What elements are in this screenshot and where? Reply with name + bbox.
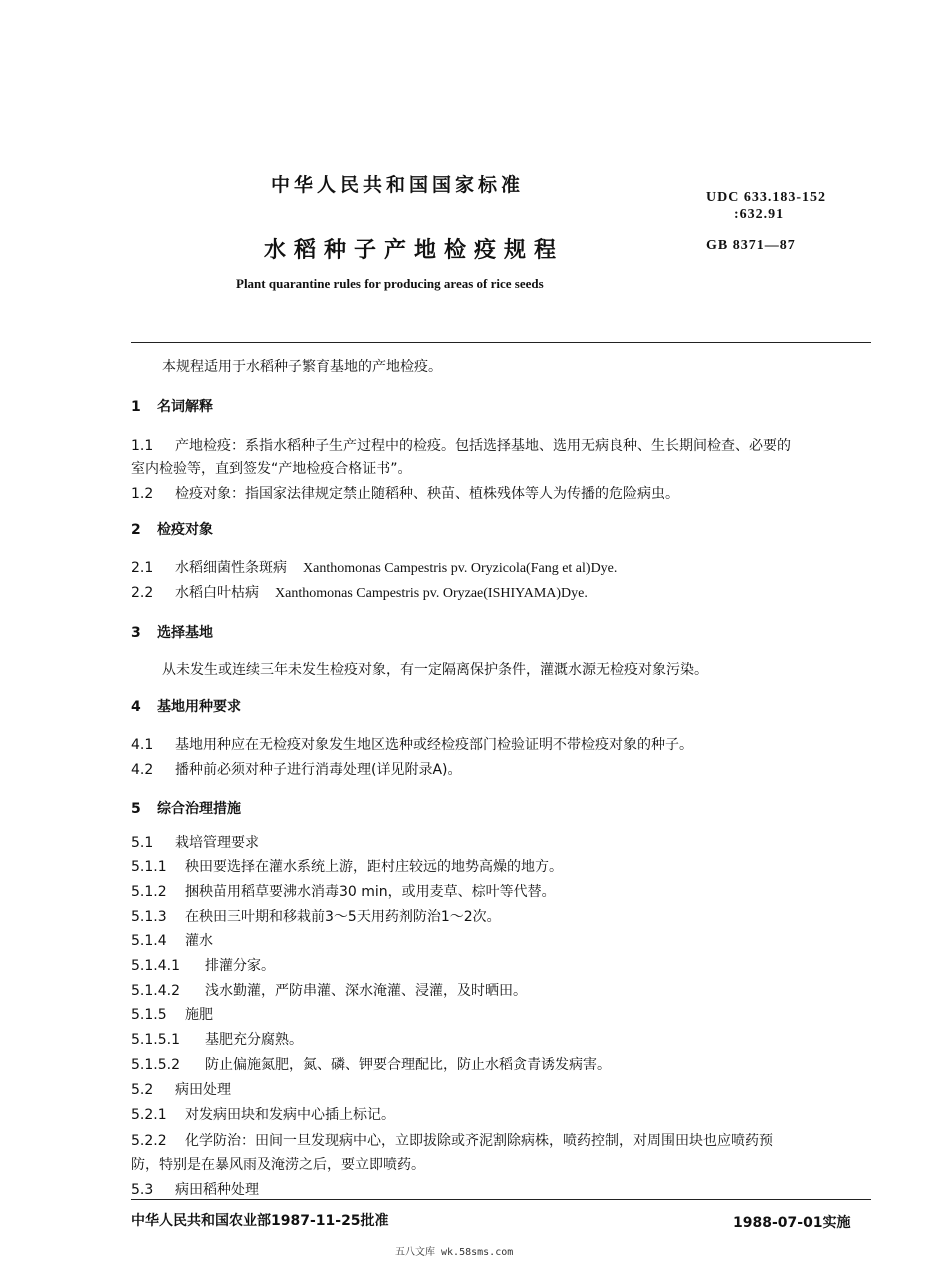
clause-number: 5.1.5.2 bbox=[131, 1057, 180, 1073]
clause-text: 在秧田三叶期和移栽前3～5天用药剂防治1～2次。 bbox=[185, 909, 501, 925]
clause-number: 5.3 bbox=[131, 1182, 154, 1198]
section-number: 1 bbox=[131, 399, 141, 415]
clause-5-1-4-2 bbox=[131, 981, 527, 1001]
udc-code: UDC 633.183-152 bbox=[706, 190, 826, 205]
section-title: 名词解释 bbox=[157, 399, 213, 415]
clause-5-1-5 bbox=[131, 1005, 213, 1025]
gb-code: GB 8371—87 bbox=[706, 238, 796, 253]
clause-text: 检疫对象：指国家法律规定禁止随稻种、秧苗、植株残体等人为传播的危险病虫。 bbox=[175, 486, 679, 502]
clause-5-1-2 bbox=[131, 882, 556, 902]
section-2-heading bbox=[131, 519, 213, 539]
clause-1-1-continued: 室内检验等，直到签发“产地检疫合格证书”。 bbox=[131, 461, 412, 477]
clause-5-1-5-2 bbox=[131, 1055, 611, 1075]
clause-5-1-4-1 bbox=[131, 956, 275, 976]
clause-number: 5.1.5.1 bbox=[131, 1032, 180, 1048]
clause-5-1 bbox=[131, 833, 259, 853]
clause-2-1 bbox=[131, 558, 617, 579]
disease-name-latin: Xanthomonas Campestris pv. Oryzicola(Fang et al)Dye. bbox=[303, 561, 618, 576]
clause-text: 产地检疫：系指水稻种子生产过程中的检疫。包括选择基地、选用无病良种、生长期间检查、必要的 bbox=[175, 438, 791, 454]
clause-1-2 bbox=[131, 484, 679, 504]
clause-text: 捆秧苗用稻草要沸水消毒30 min，或用麦草、棕叶等代替。 bbox=[185, 884, 556, 900]
clause-5-1-1 bbox=[131, 857, 563, 877]
clause-number: 1.1 bbox=[131, 438, 154, 454]
clause-text: 播种前必须对种子进行消毒处理(详见附录A)。 bbox=[175, 762, 462, 778]
clause-2-2 bbox=[131, 583, 588, 604]
clause-5-2-1 bbox=[131, 1105, 395, 1125]
section-number: 5 bbox=[131, 801, 141, 817]
section-4-heading bbox=[131, 696, 241, 716]
clause-1-1 bbox=[131, 436, 791, 456]
clause-5-3 bbox=[131, 1180, 259, 1200]
clause-text: 灌水 bbox=[185, 933, 213, 949]
clause-5-2-2 bbox=[131, 1131, 773, 1151]
section-number: 3 bbox=[131, 625, 141, 641]
clause-5-1-4 bbox=[131, 931, 213, 951]
udc-code-continued: :632.91 bbox=[734, 207, 785, 222]
disease-name-cn: 水稻白叶枯病 bbox=[175, 585, 259, 601]
clause-4-1 bbox=[131, 735, 693, 755]
effective-date-line: 1988-07-01实施 bbox=[733, 1215, 851, 1231]
clause-text: 对发病田块和发病中心插上标记。 bbox=[185, 1107, 395, 1123]
clause-text: 排灌分家。 bbox=[205, 958, 275, 974]
clause-4-2 bbox=[131, 760, 462, 780]
clause-5-2-2-continued: 防，特别是在暴风雨及淹涝之后，要立即喷药。 bbox=[131, 1157, 425, 1173]
disease-name-cn: 水稻细菌性条斑病 bbox=[175, 560, 287, 576]
clause-number: 2.2 bbox=[131, 585, 154, 601]
section-3-heading bbox=[131, 622, 213, 642]
section-number: 4 bbox=[131, 699, 141, 715]
footer-divider bbox=[131, 1199, 871, 1200]
clause-5-2 bbox=[131, 1080, 231, 1100]
clause-text: 浅水勤灌，严防串灌、深水淹灌、浸灌，及时晒田。 bbox=[205, 983, 527, 999]
approval-line: 中华人民共和国农业部1987-11-25批准 bbox=[131, 1213, 389, 1229]
clause-number: 4.2 bbox=[131, 762, 154, 778]
clause-number: 5.1.1 bbox=[131, 859, 167, 875]
clause-number: 5.1.4.2 bbox=[131, 983, 180, 999]
intro-paragraph: 本规程适用于水稻种子繁育基地的产地检疫。 bbox=[162, 359, 442, 375]
section-number: 2 bbox=[131, 522, 141, 538]
clause-text: 防止偏施氮肥，氮、磷、钾要合理配比，防止水稻贪青诱发病害。 bbox=[205, 1057, 611, 1073]
watermark: 五八文库 wk.58sms.com bbox=[395, 1247, 514, 1258]
section-1-heading bbox=[131, 396, 213, 416]
header-divider bbox=[131, 342, 871, 343]
clause-number: 5.1.4.1 bbox=[131, 958, 180, 974]
clause-text: 化学防治：田间一旦发现病中心，立即拔除或齐泥割除病株，喷药控制，对周围田块也应喷药预 bbox=[185, 1133, 773, 1149]
section-title: 综合治理措施 bbox=[157, 801, 241, 817]
section-title: 选择基地 bbox=[157, 625, 213, 641]
clause-number: 5.1.4 bbox=[131, 933, 167, 949]
clause-number: 5.2.1 bbox=[131, 1107, 167, 1123]
clause-5-1-3 bbox=[131, 907, 501, 927]
clause-5-1-5-1 bbox=[131, 1030, 303, 1050]
clause-number: 2.1 bbox=[131, 560, 154, 576]
clause-text: 病田稻种处理 bbox=[175, 1182, 259, 1198]
clause-number: 5.1 bbox=[131, 835, 154, 851]
clause-number: 4.1 bbox=[131, 737, 154, 753]
clause-number: 5.1.5 bbox=[131, 1007, 167, 1023]
clause-text: 基地用种应在无检疫对象发生地区选种或经检疫部门检验证明不带检疫对象的种子。 bbox=[175, 737, 693, 753]
standard-category-title: 中华人民共和国国家标准 bbox=[271, 174, 525, 196]
clause-number: 5.2 bbox=[131, 1082, 154, 1098]
section-3-text: 从未发生或连续三年未发生检疫对象，有一定隔离保护条件，灌溉水源无检疫对象污染。 bbox=[162, 662, 708, 678]
clause-text: 栽培管理要求 bbox=[175, 835, 259, 851]
clause-number: 5.2.2 bbox=[131, 1133, 167, 1149]
clause-number: 5.1.3 bbox=[131, 909, 167, 925]
clause-text: 秧田要选择在灌水系统上游，距村庄较远的地势高燥的地方。 bbox=[185, 859, 563, 875]
section-title: 基地用种要求 bbox=[157, 699, 241, 715]
clause-number: 5.1.2 bbox=[131, 884, 167, 900]
document-title-english: Plant quarantine rules for producing areas of rice seeds bbox=[236, 276, 544, 291]
clause-text: 基肥充分腐熟。 bbox=[205, 1032, 303, 1048]
section-title: 检疫对象 bbox=[157, 522, 213, 538]
clause-text: 施肥 bbox=[185, 1007, 213, 1023]
clause-text: 病田处理 bbox=[175, 1082, 231, 1098]
document-title: 水稻种子产地检疫规程 bbox=[264, 238, 565, 263]
disease-name-latin: Xanthomonas Campestris pv. Oryzae(ISHIYAMA)Dye. bbox=[275, 586, 588, 601]
section-5-heading bbox=[131, 798, 241, 818]
clause-number: 1.2 bbox=[131, 486, 154, 502]
